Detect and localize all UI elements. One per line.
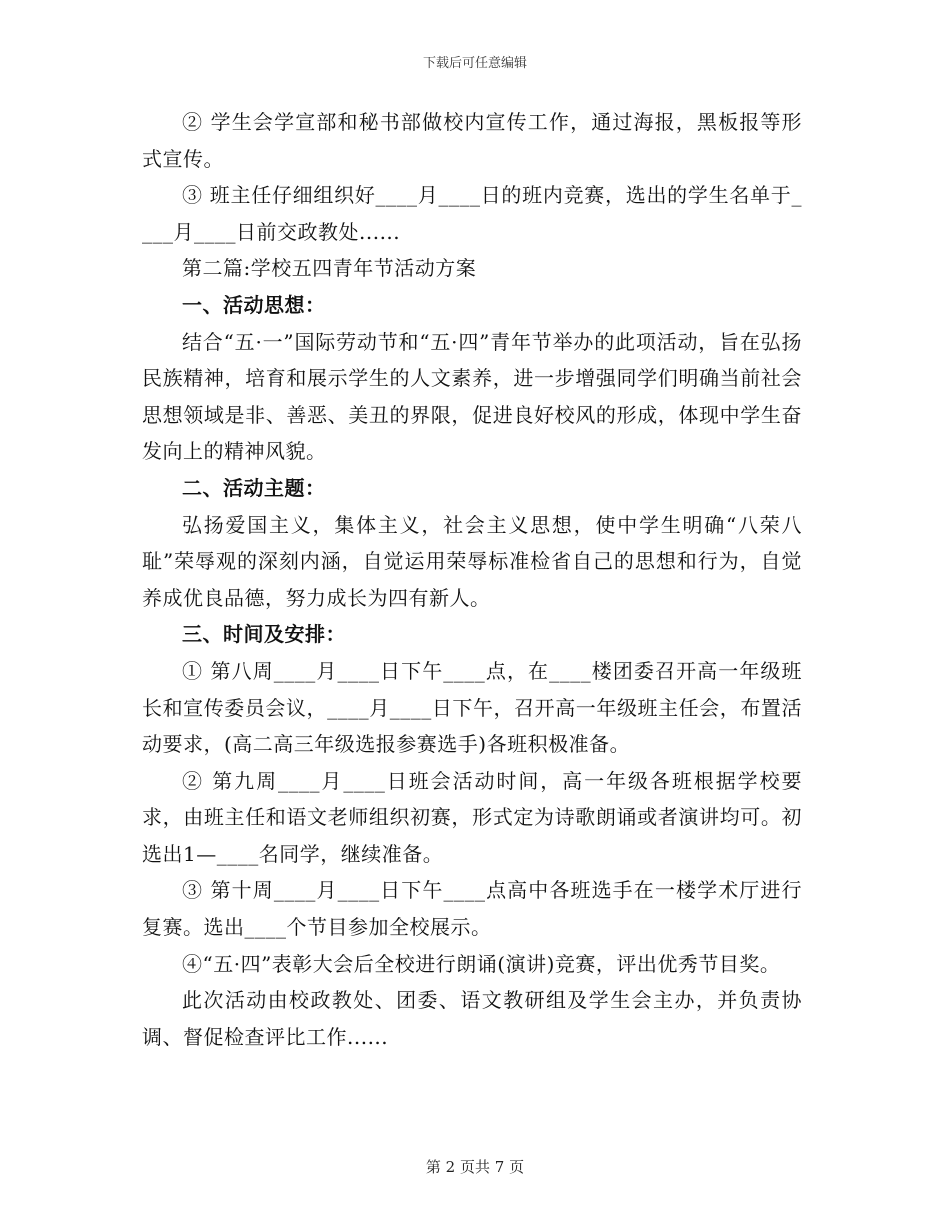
paragraph-week-eight: ① 第八周____月____日下午____点，在____楼团委召开高一年级班长和宣传委员会议，____月____日下午，召开高一年级班主任会，布置活动要求，(高二高三年级选报参赛选手)各班积极准备。 bbox=[142, 658, 802, 757]
page-number: 第 2 页共 7 页 bbox=[425, 1158, 525, 1176]
section-title-second-article: 第二篇:学校五四青年节活动方案 bbox=[182, 256, 477, 281]
paragraph-class-contest: ③ 班主任仔细组织好____月____日的班内竞赛，选出的学生名单于____月____日前交政教处...... bbox=[142, 183, 802, 244]
heading-time-arrangement: 三、时间及安排： bbox=[182, 622, 346, 647]
paragraph-publicity: ② 学生会学宣部和秘书部做校内宣传工作，通过海报，黑板报等形式宣传。 bbox=[142, 110, 802, 171]
document-body bbox=[142, 104, 802, 1055]
paragraph-final-contest: ④“五·四”表彰大会后全校进行朗诵(演讲)竞赛，评出优秀节目奖。 bbox=[182, 951, 781, 976]
paragraph-week-ten: ③ 第十周____月____日下午____点高中各班选手在一楼学术厅进行复赛。选出____个节目参加全校展示。 bbox=[142, 878, 802, 940]
paragraph-activity-theme: 弘扬爱国主义，集体主义，社会主义思想，使中学生明确“八荣八耻”荣辱观的深刻内涵，自觉运用荣辱标准检省自己的思想和行为，自觉养成优良品德，努力成长为四有新人。 bbox=[142, 512, 802, 610]
paragraph-week-nine: ② 第九周____月____日班会活动时间，高一年级各班根据学校要求，由班主任和语文老师组织初赛，形式定为诗歌朗诵或者演讲均可。初选出1—____名同学，继续准备。 bbox=[142, 768, 802, 866]
heading-activity-idea: 一、活动思想： bbox=[182, 292, 326, 317]
paragraph-activity-idea: 结合“五·一”国际劳动节和“五·四”青年节举办的此项活动，旨在弘扬民族精神，培育和展示学生的人文素养，进一步增强同学们明确当前社会思想领域是非、善恶、美丑的界限，促进良好校风的形成，体现中学生奋发向上的精神风貌。 bbox=[142, 329, 802, 464]
page-header: 下载后可任意编辑 bbox=[422, 56, 527, 71]
heading-activity-theme: 二、活动主题： bbox=[182, 475, 326, 500]
paragraph-organizers: 此次活动由校政教处、团委、语文教研组及学生会主办，并负责协调、督促检查评比工作...... bbox=[142, 988, 802, 1049]
